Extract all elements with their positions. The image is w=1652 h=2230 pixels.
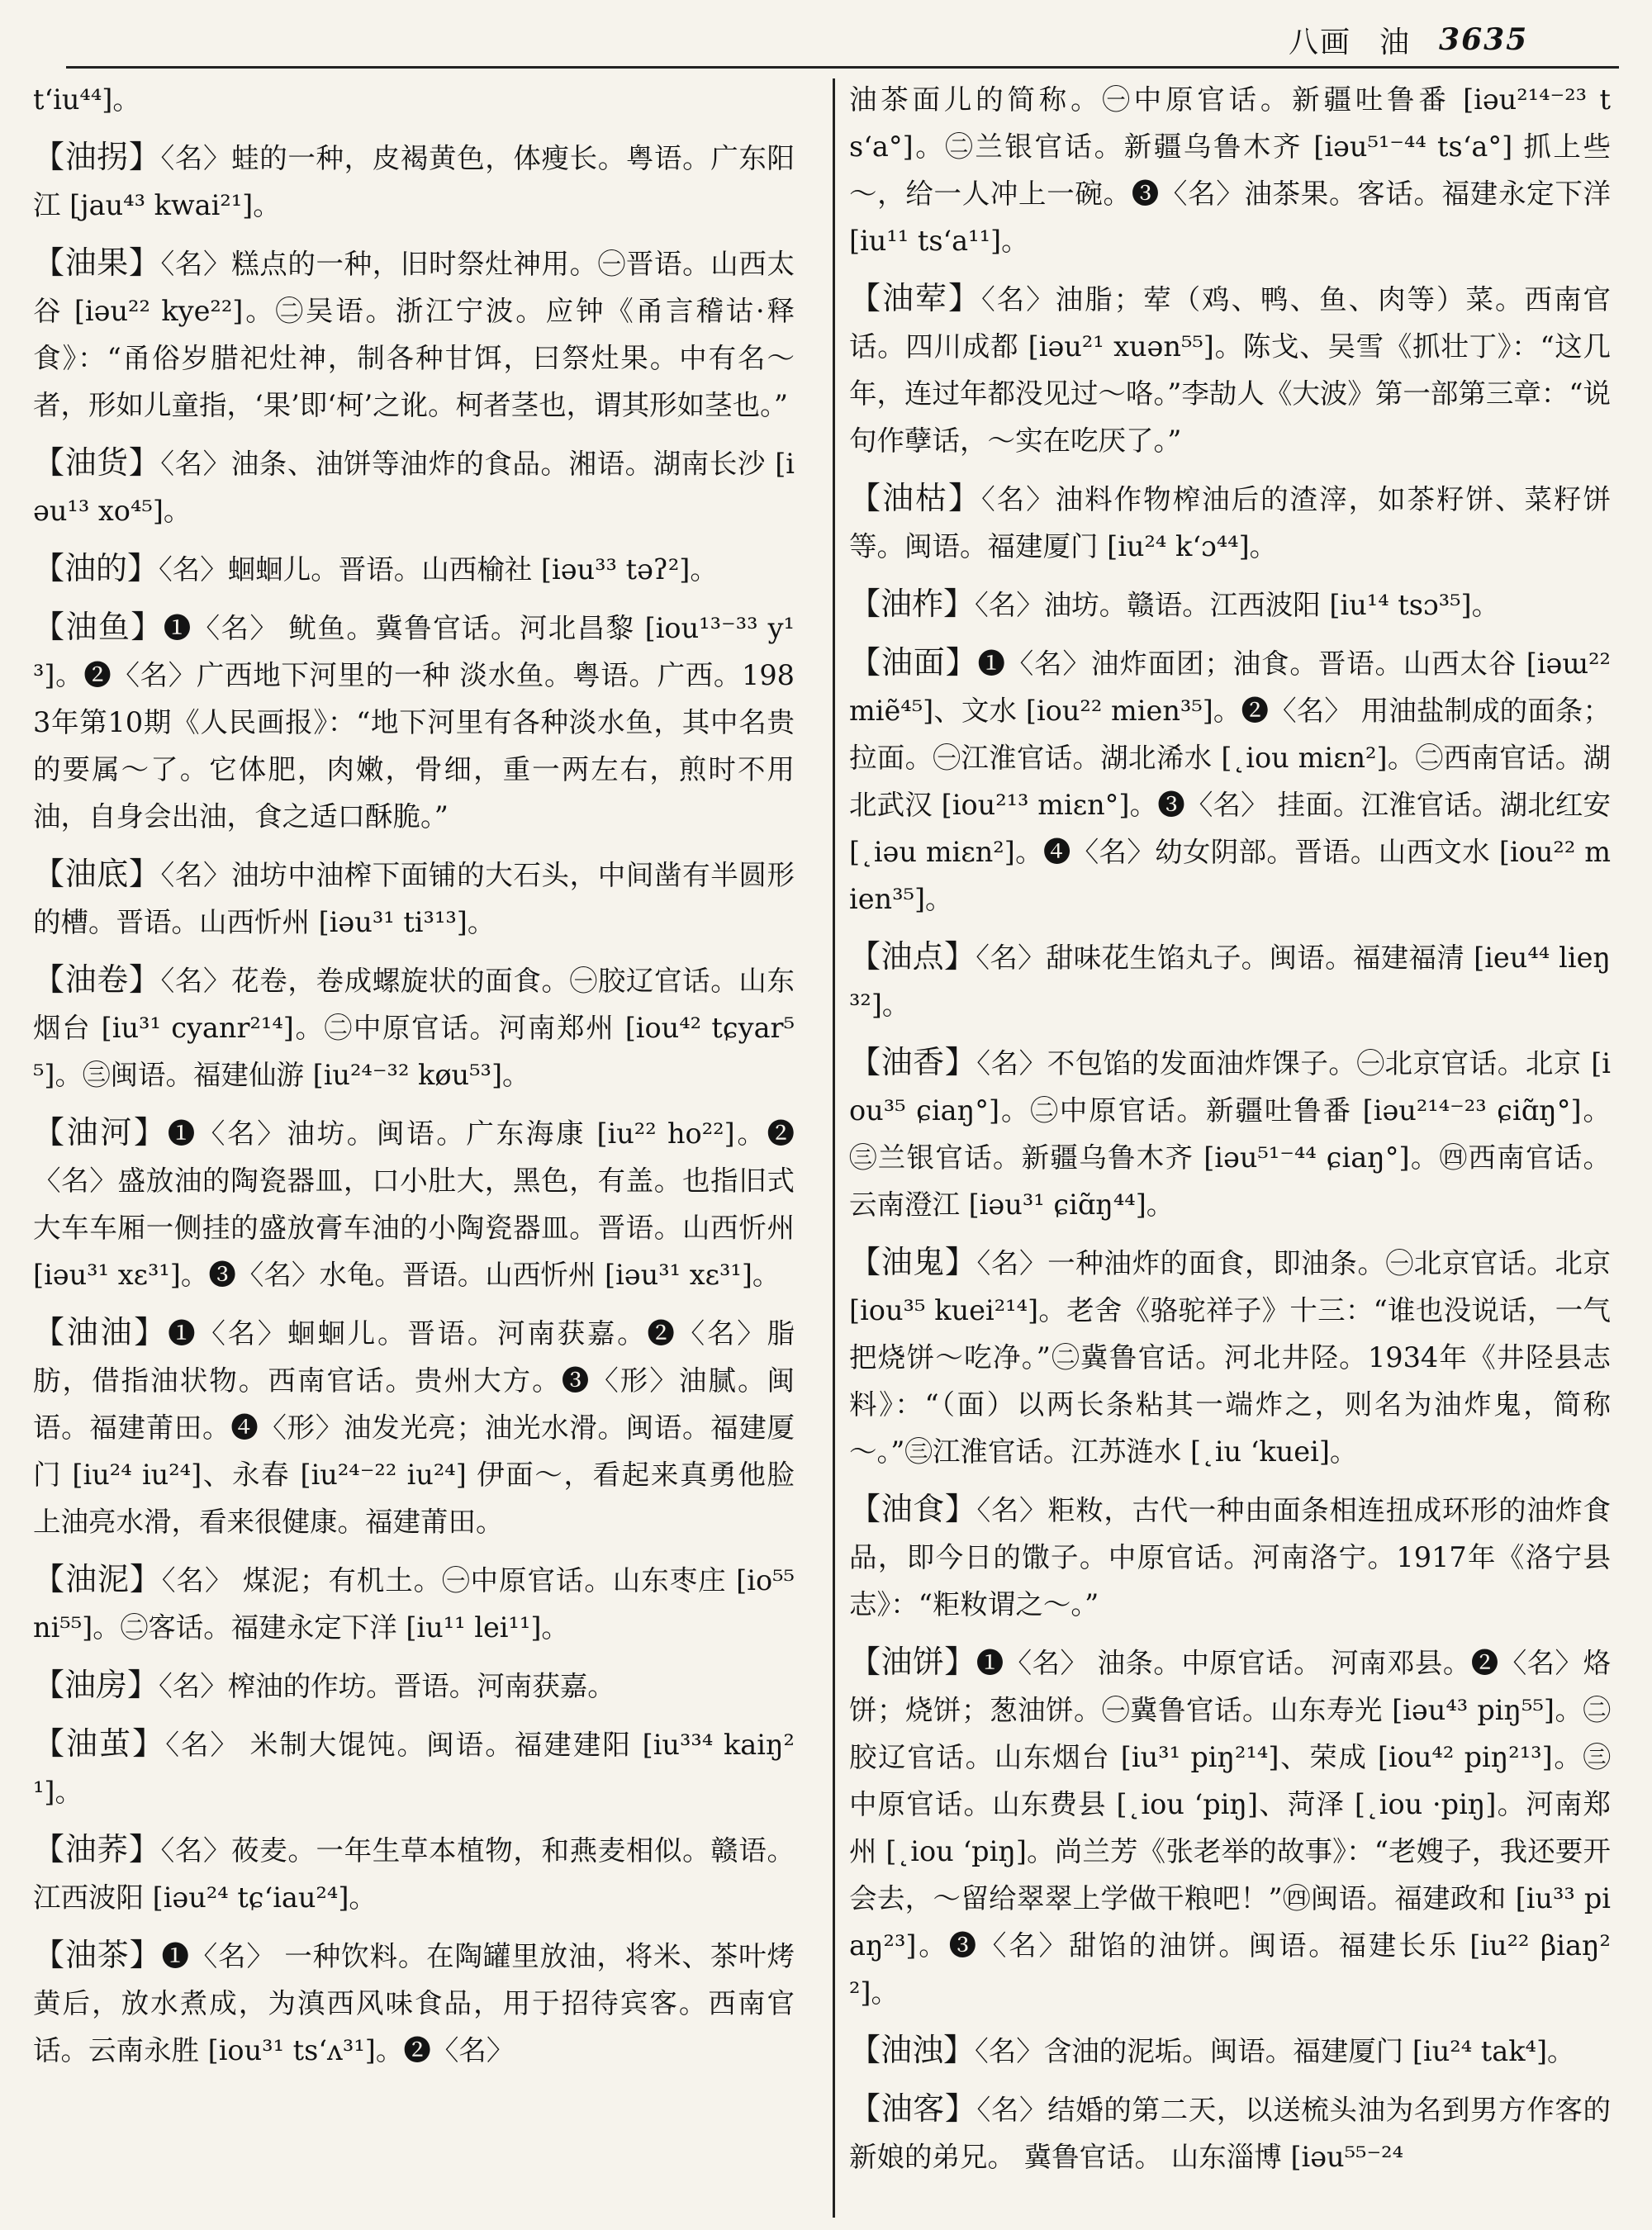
entry-body: 〈名〉糕点的一种，旧时祭灶神用。㊀晋语。山西太谷 [iəu²² kye²²]。㊁吴语。浙江宁波。应钟《甬言稽诂·释食》：“甬俗岁腊祀灶神，制各种甘饵，曰祭灶果。中有名～者，形如儿童指，‘果’即‘柯’之讹。柯者茎也，谓其形如茎也。” [33, 248, 795, 421]
headword: 【油荞】 [33, 1831, 161, 1867]
entry-body: 〈名〉不包馅的发面油炸馃子。㊀北京官话。北京 [iou³⁵ ɕiaŋ°]。㊁中原官话。新疆吐鲁番 [iəu²¹⁴⁻²³ ɕiɑ̃ŋ°]。㊂兰银官话。新疆乌鲁木齐 [iəu⁵¹⁻⁴⁴ ɕiaŋ°]。㊃西南官话。云南澄江 [iəu³¹ ɕiɑ̃ŋ⁴⁴]。 [849, 1047, 1611, 1221]
headword: 【油面】 [849, 644, 978, 681]
entry-youhe [33, 1109, 795, 1298]
entry-body: 〈名〉油料作物榨油后的渣滓，如茶籽饼、菜籽饼等。闽语。福建厦门 [iu²⁴ k‘ɔ⁴⁴]。 [849, 483, 1611, 562]
entry-continuation [33, 76, 795, 123]
entry-body: ❶〈名〉油炸面团；油食。晋语。山西太谷 [iəɯ²² miẽ⁴⁵]、文水 [iou²² mien³⁵]。❷〈名〉 用油盐制成的面条；拉面。㊀江淮官话。湖北浠水 [˛iou miɛn²]。㊁西南官话。湖北武汉 [iou²¹³ miɛn°]。❸〈名〉 挂面。江淮官话。湖北红安 [˛iəu miɛn²]。❹〈名〉幼女阴部。晋语。山西文水 [iou²² mien³⁵]。 [849, 648, 1611, 915]
entry-body: ❶〈名〉 鱿鱼。冀鲁官话。河北昌黎 [iou¹³⁻³³ y¹³]。❷〈名〉广西地下河里的一种 淡水鱼。粤语。广西。1983年第10期《人民画报》：“地下河里有各种淡水鱼，其中名贵的要属～了。它体肥，肉嫩，骨细，重一两左右，煎时不用油，自身会出油，食之适口酥脆。” [33, 612, 795, 833]
entry-body: 〈名〉 煤泥；有机土。㊀中原官话。山东枣庄 [io⁵⁵ ni⁵⁵]。㊁客话。福建永定下洋 [iu¹¹ lei¹¹]。 [33, 1564, 795, 1644]
headword: 【油茧】 [33, 1725, 166, 1762]
entry-body: 〈名〉蛔蛔儿。晋语。山西榆社 [iəu³³ təʔ²]。 [159, 553, 718, 586]
entry-body: 〈名〉油坊中油榨下面铺的大石头，中间凿有半圆形的槽。晋语。山西忻州 [iəu³¹ ti³¹³]。 [33, 859, 795, 938]
entry-youjuan [33, 956, 795, 1098]
radical-label: 油 [1379, 25, 1412, 59]
entry-youcha [33, 1932, 795, 2074]
entry-body: ❶〈名〉油坊。闽语。广东海康 [iu²² ho²²]。❷〈名〉盛放油的陶瓷器皿，口小肚大，黑色，有盖。也指旧式大车车厢一侧挂的盛放膏车油的小陶瓷器皿。晋语。山西忻州 [iəu³¹ xɛ³¹]。❸〈名〉水龟。晋语。山西忻州 [iəu³¹ xɛ³¹]。 [33, 1117, 795, 1291]
entry-youmian [849, 639, 1611, 923]
entry-body: 〈名〉一种油炸的面食，即油条。㊀北京官话。北京 [iou³⁵ kuei²¹⁴]。老舍《骆驼祥子》十三：“谁也没说话，一气把烧饼～吃净。”㊁冀鲁官话。河北井陉。1934年《井陉县志料》：“（面）以两长条粘其一端炸之，则名为油炸鬼，简称～。”㊂江淮官话。江苏涟水 [˛iu ‘kuei]。 [849, 1247, 1611, 1468]
entry-youzuo [849, 581, 1611, 629]
entry-body: 〈名〉粔籹，古代一种由面条相连扭成环形的油炸食品，即今日的馓子。中原官话。河南洛宁。1917年《洛宁县志》：“粔籹谓之～。” [849, 1494, 1611, 1620]
entry-body: ❶〈名〉蛔蛔儿。晋语。河南获嘉。❷〈名〉脂肪，借指油状物。西南官话。贵州大方。❸〈形〉油腻。闽语。福建莆田。❹〈形〉油发光亮；油光水滑。闽语。福建厦门 [iu²⁴ iu²⁴]、永春 [iu²⁴⁻²² iu²⁴] 伊面～，看起来真勇他脸上油亮水滑，看来很健康。福建莆田。 [33, 1317, 795, 1538]
headword: 【油泥】 [33, 1561, 162, 1597]
entry-body: 〈名〉结婚的第二天，以送梳头油为名到男方作客的新娘的弟兄。 冀鲁官话。 山东淄博 [iəu⁵⁵⁻²⁴ [849, 2094, 1611, 2173]
entry-body: 〈名〉甜味花生馅丸子。闽语。福建福清 [ieu⁴⁴ lieŋ³²]。 [849, 942, 1611, 1021]
entry-body: 〈名〉 米制大馄饨。闽语。福建建阳 [iu³³⁴ kaiŋ²¹]。 [33, 1729, 795, 1808]
headword: 【油饼】 [849, 1644, 976, 1680]
headword: 【油房】 [33, 1667, 159, 1703]
headword: 【油底】 [33, 856, 161, 892]
entry-body: 〈名〉油条、油饼等油炸的食品。湘语。湖南长沙 [iəu¹³ xo⁴⁵]。 [33, 448, 795, 527]
entry-body: 〈名〉榨油的作坊。晋语。河南获嘉。 [159, 1670, 615, 1702]
entry-youku [849, 475, 1611, 570]
headword: 【油点】 [849, 938, 976, 975]
entry-body: 〈名〉莜麦。一年生草本植物，和燕麦相似。赣语。江西波阳 [iəu²⁴ tɕ‘iau²⁴]。 [33, 1834, 795, 1914]
entry-youni [33, 1556, 795, 1651]
headword: 【油鱼】 [33, 609, 164, 645]
column-divider [833, 78, 835, 2218]
left-column [33, 76, 795, 2085]
headword: 【油拐】 [33, 139, 161, 175]
entry-body: 〈名〉油脂；荤（鸡、鸭、鱼、肉等）菜。西南官话。四川成都 [iəu²¹ xuən⁵⁵]。陈戈、吴雪《抓壮丁》：“这几年，连过年都没见过～咯。”李劼人《大波》第一部第三章：“说句作孽话，～实在吃厌了。” [849, 283, 1612, 457]
headword: 【油香】 [849, 1044, 977, 1080]
entry-youbing [849, 1639, 1611, 2016]
headword: 【油货】 [33, 444, 161, 481]
headword: 【油鬼】 [849, 1244, 977, 1280]
entry-youzhuo [849, 2027, 1611, 2075]
entry-body: 油茶面儿的简称。㊀中原官话。新疆吐鲁番 [iəu²¹⁴⁻²³ ts‘a°]。㊁兰银官话。新疆乌鲁木齐 [iəu⁵¹⁻⁴⁴ ts‘a°] 抓上些～，给一人冲上一碗。❸〈名〉油茶果。客话。福建永定下洋 [iu¹¹ ts‘a¹¹]。 [849, 83, 1611, 257]
headword: 【油河】 [33, 1114, 168, 1151]
headword: 【油卷】 [33, 961, 161, 998]
headword: 【油荤】 [849, 280, 981, 316]
entry-youhuo [33, 439, 795, 534]
headword: 【油食】 [849, 1491, 977, 1527]
headword: 【油柞】 [849, 586, 976, 622]
entry-youqiao [33, 1826, 795, 1921]
header-rule [66, 66, 1619, 69]
entry-body: 〈名〉蛙的一种，皮褐黄色，体瘦长。粤语。广东阳江 [jau⁴³ kwai²¹]。 [33, 142, 795, 221]
right-column [849, 76, 1611, 2191]
headword: 【油枯】 [849, 480, 981, 516]
entry-body: ❶〈名〉 一种饮料。在陶罐里放油，将米、茶叶烤黄后，放水煮成，为滇西风味食品，用于招待宾客。西南官话。云南永胜 [iou³¹ ts‘ʌ³¹]。❷〈名〉 [33, 1940, 795, 2066]
headword: 【油油】 [33, 1314, 169, 1350]
entry-youdian [849, 933, 1611, 1028]
headword: 【油客】 [849, 2090, 977, 2127]
entry-youhun [849, 275, 1611, 464]
entry-body: t‘iu⁴⁴]。 [33, 83, 140, 116]
headword: 【油浊】 [849, 2032, 976, 2068]
entry-body: 〈名〉花卷，卷成螺旋状的面食。㊀胶辽官话。山东烟台 [iu³¹ cyanr²¹⁴]。㊁中原官话。河南郑州 [iou⁴² tɕyar⁵⁵]。㊂闽语。福建仙游 [iu²⁴⁻³² køu⁵³]。 [33, 965, 795, 1091]
entry-youguai [33, 134, 795, 229]
entry-youjian [33, 1720, 795, 1815]
headword: 【油果】 [33, 244, 161, 281]
page-header [1289, 15, 1619, 64]
entry-youyu [33, 604, 795, 840]
entry-body: ❶〈名〉 油条。中原官话。 河南邓县。❷〈名〉烙饼；烧饼；葱油饼。㊀冀鲁官话。山东寿光 [iəu⁴³ piŋ⁵⁵]。㊁胶辽官话。山东烟台 [iu³¹ piŋ²¹⁴]、荣成 [iou⁴² piŋ²¹³]。㊂中原官话。山东费县 [˛iou ‘piŋ]、菏泽 [˛iou ·piŋ]。河南郑州 [˛iou ‘piŋ]。尚兰芳《张老举的故事》：“老嫂子，我还要开会去，～留给翠翠上学做干粮吧！”㊃闽语。福建政和 [iu³³ piaŋ²³]。❸〈名〉甜馅的油饼。闽语。福建长乐 [iu²² βiaŋ²²]。 [849, 1647, 1611, 2009]
entry-body: 〈名〉含油的泥垢。闽语。福建厦门 [iu²⁴ tak⁴]。 [975, 2035, 1575, 2067]
page-number: 3635 [1439, 22, 1529, 57]
entry-youshi [849, 1486, 1611, 1628]
headword: 【油茶】 [33, 1937, 162, 1973]
entry-yougui [849, 1239, 1611, 1475]
entry-youxiang [849, 1039, 1611, 1228]
entry-youfang [33, 1662, 795, 1710]
section-label: 八画 [1289, 25, 1352, 59]
entry-youyou [33, 1309, 795, 1545]
entry-continuation [849, 76, 1611, 264]
entry-youdi2 [33, 851, 795, 946]
entry-youke [849, 2085, 1611, 2180]
entry-youdi [33, 545, 795, 593]
entry-youguo [33, 240, 795, 429]
entry-body: 〈名〉油坊。赣语。江西波阳 [iu¹⁴ tsɔ³⁵]。 [975, 589, 1500, 621]
headword: 【油的】 [33, 550, 159, 586]
